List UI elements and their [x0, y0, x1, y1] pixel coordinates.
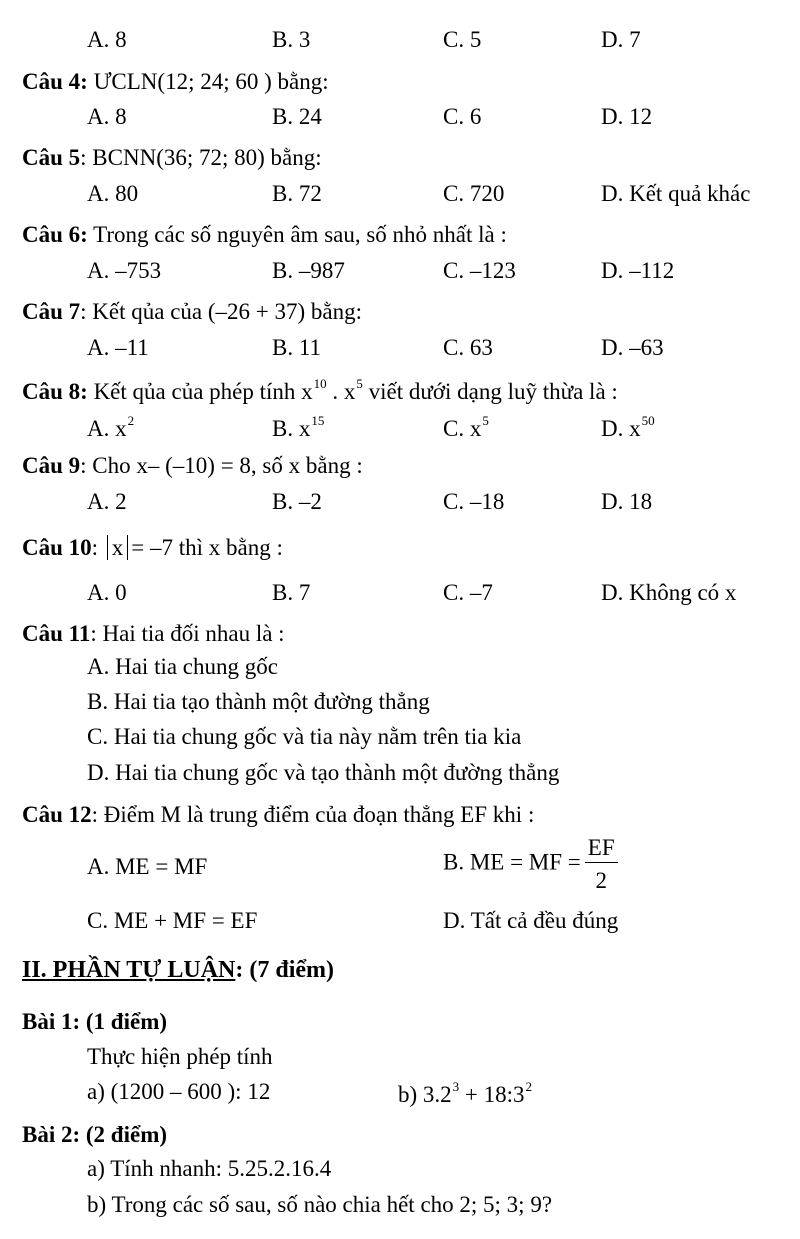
q8-option-b-base: B. x	[272, 416, 311, 441]
q6-option-c: C. –123	[443, 258, 516, 283]
q7-option-a: A. –11	[87, 335, 149, 360]
q12-option-a: A. ME = MF	[87, 854, 208, 879]
bai1-part-a: a) (1200 – 600 ): 12	[87, 1079, 271, 1104]
bai1-part-b-exponent-2: 2	[525, 1079, 533, 1094]
q12-option-d: D. Tất cả đều đúng	[443, 908, 619, 933]
q8-option-d	[601, 414, 655, 440]
q4-question	[22, 70, 329, 93]
q7-option-d: D. –63	[601, 335, 664, 360]
q9-question	[22, 454, 363, 477]
q12-option-c: C. ME + MF = EF	[87, 908, 258, 933]
q8-option-d-exponent: 50	[641, 413, 655, 428]
part2-title: II. PHẦN TỰ LUẬN	[22, 957, 236, 983]
bai2-part-b: b) Trong các số sau, số nào chia hết cho 2; 5; 3; 9?	[87, 1192, 553, 1217]
bai2-part-a: a) Tính nhanh: 5.25.2.16.4	[87, 1156, 332, 1181]
q8-option-a	[87, 414, 134, 440]
q5-option-c: C. 720	[443, 181, 505, 206]
bai2-title: Bài 2: (2 điểm)	[22, 1122, 168, 1147]
q8-dot: . x	[326, 379, 356, 404]
q8-option-c-exponent: 5	[482, 413, 489, 428]
q10-absolute-value: x	[107, 535, 129, 560]
q6-label: Câu 6:	[22, 222, 88, 247]
q7-question	[22, 300, 362, 323]
q4-option-d: D. 12	[601, 104, 653, 129]
q11-label: Câu 11	[22, 621, 91, 646]
q3-option-c: C. 5	[443, 27, 482, 52]
q11-question	[22, 622, 285, 645]
q4-option-c: C. 6	[443, 104, 482, 129]
q6-question	[22, 223, 507, 246]
q11-option-b: B. Hai tia tạo thành một đường thẳng	[87, 689, 430, 714]
q8-exponent-10: 10	[313, 376, 327, 391]
q12-option-b-text: B. ME = MF =	[443, 849, 581, 875]
q8-question	[22, 377, 618, 403]
q8-option-a-base: A. x	[87, 416, 127, 441]
q12-question	[22, 803, 534, 826]
q8-text-start: Kết qủa của phép tính x	[93, 379, 313, 404]
q10-colon: :	[91, 535, 99, 560]
q9-option-d: D. 18	[601, 489, 653, 514]
q6-text: Trong các số nguyên âm sau, số nhỏ nhất là :	[93, 222, 507, 247]
q10-text: thì x bằng :	[173, 535, 283, 560]
q4-text: ƯCLN(12; 24; 60 ) bằng:	[93, 69, 329, 94]
part2-points: : (7 điểm)	[235, 957, 334, 983]
q10-equation: = –7	[131, 535, 174, 560]
bai1-part-b-start: b) 3.2	[398, 1082, 452, 1107]
bai1-intro: Thực hiện phép tính	[87, 1044, 273, 1069]
q5-label: Câu 5	[22, 145, 81, 170]
q11-option-d: D. Hai tia chung gốc và tạo thành một đường thẳng	[87, 760, 560, 785]
q6-option-a: A. –753	[87, 258, 162, 283]
q7-label: Câu 7	[22, 299, 81, 324]
q8-option-d-base: D. x	[601, 416, 641, 441]
q9-option-b: B. –2	[272, 489, 322, 514]
q6-option-d: D. –112	[601, 258, 675, 283]
q10-label: Câu 10	[22, 535, 92, 560]
q9-text: : Cho x– (–10) = 8, số x bằng :	[80, 453, 363, 478]
q12-fraction-denominator: 2	[595, 868, 607, 893]
q5-question	[22, 146, 322, 169]
q10-option-a: A. 0	[87, 580, 127, 605]
q12-fraction	[585, 836, 618, 892]
q8-exponent-5: 5	[356, 376, 363, 391]
q8-option-a-exponent: 2	[127, 413, 135, 428]
bai1-part-b-middle: + 18:3	[459, 1082, 525, 1107]
q12-text: : Điểm M là trung điểm của đoạn thẳng EF khi :	[91, 802, 535, 827]
q5-option-d: D. Kết quả khác	[601, 181, 751, 206]
q11-option-c: C. Hai tia chung gốc và tia này nằm trên tia kia	[87, 724, 522, 749]
q10-option-d: D. Không có x	[601, 580, 737, 605]
q10-option-b: B. 7	[272, 580, 311, 605]
q12-option-b	[443, 836, 618, 892]
q9-option-c: C. –18	[443, 489, 505, 514]
q4-label: Câu 4:	[22, 69, 88, 94]
q3-option-b: B. 3	[272, 27, 311, 52]
q3-option-a: A. 8	[87, 27, 127, 52]
q7-text: : Kết qủa của (–26 + 37) bằng:	[80, 299, 363, 324]
q10-question	[22, 536, 283, 559]
q3-option-d: D. 7	[601, 27, 641, 52]
q7-option-c: C. 63	[443, 335, 493, 360]
q4-option-a: A. 8	[87, 104, 127, 129]
q5-option-b: B. 72	[272, 181, 322, 206]
q11-text: : Hai tia đối nhau là :	[90, 621, 285, 646]
q10-option-c: C. –7	[443, 580, 493, 605]
q4-option-b: B. 24	[272, 104, 322, 129]
q7-option-b: B. 11	[272, 335, 321, 360]
q8-option-b-exponent: 15	[311, 413, 325, 428]
q11-option-a: A. Hai tia chung gốc	[87, 654, 278, 679]
q6-option-b: B. –987	[272, 258, 345, 283]
bai1-title: Bài 1: (1 điểm)	[22, 1009, 168, 1034]
bai1-part-b-exponent-1: 3	[452, 1079, 460, 1094]
q8-option-b	[272, 414, 324, 440]
q9-option-a: A. 2	[87, 489, 127, 514]
q8-option-c	[443, 414, 489, 440]
q12-fraction-numerator: EF	[585, 836, 618, 863]
q12-label: Câu 12	[22, 802, 92, 827]
q8-text-end: viết dưới dạng luỹ thừa là :	[362, 379, 618, 404]
q8-label: Câu 8:	[22, 379, 88, 404]
q5-text: : BCNN(36; 72; 80) bằng:	[80, 145, 322, 170]
part2-heading	[22, 958, 334, 982]
q8-option-c-base: C. x	[443, 416, 482, 441]
q9-label: Câu 9	[22, 453, 81, 478]
bai1-part-b	[398, 1080, 532, 1106]
q5-option-a: A. 80	[87, 181, 139, 206]
